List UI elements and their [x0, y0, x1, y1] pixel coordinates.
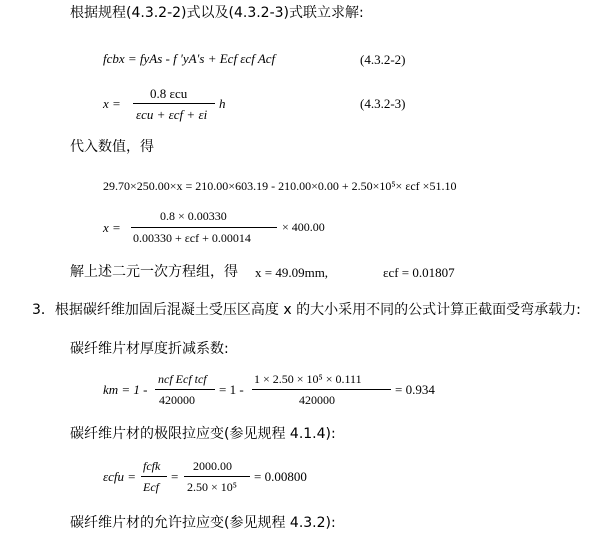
- fraction-denominator: 2.50 × 10⁵: [187, 480, 237, 494]
- fraction-denominator: εcu + εcf + εi: [136, 107, 208, 122]
- equation-result: = 0.00800: [254, 469, 307, 484]
- fraction-denominator: 420000: [159, 393, 195, 407]
- ultimate-strain-label: 碳纤维片材的极限拉应变(参见规程 4.1.4):: [70, 426, 336, 442]
- reduction-label: 碳纤维片材厚度折减系数:: [70, 341, 229, 357]
- equation-result: = 0.934: [395, 382, 435, 397]
- equation-lhs: km = 1 -: [103, 382, 148, 397]
- fraction-numerator: fcfk: [143, 459, 161, 473]
- equation-tail: × 400.00: [282, 220, 325, 234]
- solve-text: 解上述二元一次方程组，得: [70, 264, 238, 280]
- intro-text: 根据规程(4.3.2-2)式以及(4.3.2-3)式联立求解:: [70, 5, 364, 21]
- section-heading: 3．根据碳纤维加固后混凝土受压区高度 x 的大小采用不同的公式计算正截面受弯承载力:: [32, 302, 581, 318]
- fraction-bar: [131, 227, 277, 228]
- equation-lhs: x =: [103, 96, 121, 111]
- fraction-numerator: 0.8 εcu: [150, 86, 188, 101]
- fraction-denominator: 420000: [299, 393, 335, 407]
- fraction-bar: [252, 389, 391, 390]
- fraction-numerator: ncf Ecf tcf: [158, 372, 207, 386]
- fraction-numerator: 1 × 2.50 × 10⁵ × 0.111: [254, 372, 362, 386]
- x-result: x = 49.09mm,: [255, 265, 329, 280]
- equation-mid: =: [171, 469, 179, 484]
- ecf-result: εcf = 0.01807: [383, 265, 455, 280]
- equation-lhs: εcfu =: [103, 469, 137, 484]
- fraction-bar: [133, 103, 215, 104]
- equation-substituted: 29.70×250.00×x = 210.00×603.19 - 210.00×0.00 + 2.50×10⁵× εcf ×51.10: [103, 179, 457, 193]
- fraction-denominator: Ecf: [143, 480, 159, 494]
- equation-mid: = 1 -: [219, 382, 244, 397]
- fraction-bar: [155, 389, 215, 390]
- equation-4-3-2-2: fcbx = fyAs - f ′yA′s + Ecf εcf Acf: [103, 51, 276, 66]
- equation-lhs: x =: [103, 220, 121, 235]
- fraction-numerator: 0.8 × 0.00330: [160, 209, 227, 223]
- fraction-denominator: 0.00330 + εcf + 0.00014: [133, 231, 251, 245]
- equation-tail: h: [219, 96, 226, 111]
- fraction-bar: [184, 476, 250, 477]
- equation-number: (4.3.2-3): [360, 96, 406, 111]
- allowable-strain-label: 碳纤维片材的允许拉应变(参见规程 4.3.2):: [70, 515, 336, 531]
- equation-number: (4.3.2-2): [360, 52, 406, 67]
- substitute-text: 代入数值，得: [70, 139, 154, 155]
- fraction-numerator: 2000.00: [193, 459, 232, 473]
- fraction-bar: [141, 476, 167, 477]
